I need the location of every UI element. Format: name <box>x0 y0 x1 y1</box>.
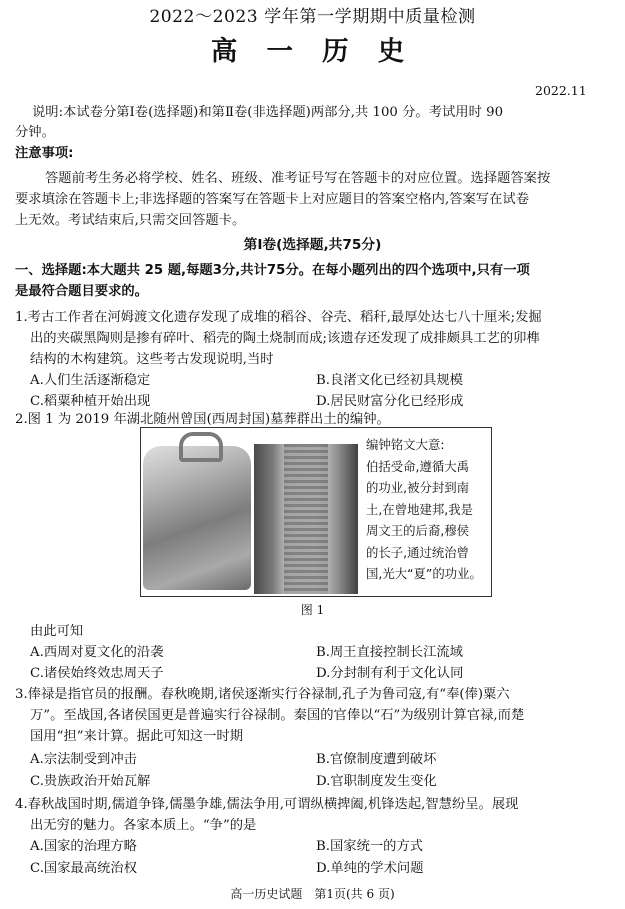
question-4-option-c: C.国家最高统治权 <box>30 861 138 876</box>
inscription-line: 土,在曾地建邦,我是 <box>366 501 474 517</box>
inscription-line: 编钟铭文大意: <box>366 437 445 452</box>
question-2-option-c: C.诸侯始终效忠周天子 <box>30 666 164 681</box>
attention-line-3: 上无效。考试结束后,只需交回答题卡。 <box>15 213 246 228</box>
inscription-line: 伯括受命,遵循大禹 <box>366 458 470 474</box>
question-2-option-d: D.分封制有利于文化认同 <box>316 666 464 681</box>
note-line-2: 分钟。 <box>15 125 55 140</box>
section-1-desc-2: 是最符合题目要求的。 <box>15 284 148 299</box>
question-2-after: 由此可知 <box>30 624 84 639</box>
section-1-title: 第Ⅰ卷(选择题,共75分) <box>243 237 382 253</box>
question-3-option-d: D.官职制度发生变化 <box>316 774 437 789</box>
question-3-line-1: 3.俸禄是指官员的报酬。春秋晚期,诸侯逐渐实行谷禄制,孔子为鲁司寇,有“奉(俸)粟六 <box>15 687 510 702</box>
inscription-line: 的功业,被分封到南 <box>366 480 470 495</box>
bell-detail-photo <box>254 444 358 594</box>
attention-line-1: 答题前考生务必将学校、姓名、班级、准考证号写在答题卡的对应位置。选择题答案按 <box>45 171 551 186</box>
question-3-option-a: A.宗法制受到冲击 <box>30 752 137 767</box>
question-3-line-3: 国用“担”来计算。据此可知这一时期 <box>30 729 244 744</box>
question-1-line-3: 结构的木构建筑。这些考古发现说明,当时 <box>30 352 274 367</box>
question-3-line-2: 万”。至战国,各诸侯国更是普遍实行谷禄制。秦国的官俸以“石”为级别计算官禄,而楚 <box>30 708 525 723</box>
question-2-line-1: 2.图 1 为 2019 年湖北随州曾国(西周封国)墓葬群出土的编钟。 <box>15 412 390 427</box>
question-4-option-a: A.国家的治理方略 <box>30 839 137 854</box>
inscription-line: 周文王的后裔,穆侯 <box>366 523 470 538</box>
question-2-option-a: A.西周对夏文化的沿袭 <box>30 645 164 660</box>
page-footer: 高一历史试题 第1页(共 6 页) <box>230 887 395 901</box>
question-4-line-2: 出无穷的魅力。各家本质上。“争”的是 <box>30 818 257 833</box>
bell-photo <box>143 446 251 590</box>
question-1-line-2: 出的夹碳黑陶则是掺有碎叶、稻壳的陶土烧制而成;该遗存还发现了成排颇具工艺的卯榫 <box>30 331 540 346</box>
question-4-option-d: D.单纯的学术问题 <box>316 861 424 876</box>
inscription-box <box>366 434 488 585</box>
exam-title: 2022～2023 学年第一学期期中质量检测 <box>149 7 476 27</box>
question-4-line-1: 4.春秋战国时期,儒道争锋,儒墨争雄,儒法争用,可谓纵横捭阖,机锋迭起,智慧纷呈。展现 <box>15 797 519 812</box>
question-4-option-b: B.国家统一的方式 <box>316 839 424 854</box>
question-2-option-b: B.周王直接控制长江流域 <box>316 645 463 660</box>
question-1-option-a: A.人们生活逐渐稳定 <box>30 373 151 388</box>
inscription-line: 国,光大“夏”的功业。 <box>366 566 482 581</box>
question-3-option-b: B.官僚制度遭到破坏 <box>316 752 437 767</box>
question-1-option-d: D.居民财富分化已经形成 <box>316 394 464 409</box>
figure-caption: 图 1 <box>300 603 325 617</box>
inscription-line: 的长子,通过统治曾 <box>366 544 470 560</box>
attention-line-2: 要求填涂在答题卡上;非选择题的答案写在答题卡上对应题目的答案空格内,答案写在试卷 <box>15 192 529 207</box>
note-line-1: 说明:本试卷分第Ⅰ卷(选择题)和第Ⅱ卷(非选择题)两部分,共 100 分。考试用时 90 <box>32 105 504 120</box>
question-1-line-1: 1.考古工作者在河姆渡文化遗存发现了成堆的稻谷、谷壳、稻秆,最厚处达七八十厘米;发掘 <box>15 310 542 325</box>
question-1-option-b: B.良渚文化已经初具规模 <box>316 373 463 388</box>
question-3-option-c: C.贵族政治开始瓦解 <box>30 774 151 789</box>
exam-date: 2022.11 <box>535 83 587 98</box>
attention-title: 注意事项: <box>15 146 74 161</box>
question-1-option-c: C.稻粟种植开始出现 <box>30 394 151 409</box>
subject-title: 高 一 历 史 <box>210 36 415 67</box>
section-1-desc-1: 一、选择题:本大题共 25 题,每题3分,共计75分。在每小题列出的四个选项中,只有一项 <box>15 263 530 278</box>
figure-bianzhong <box>140 427 492 597</box>
